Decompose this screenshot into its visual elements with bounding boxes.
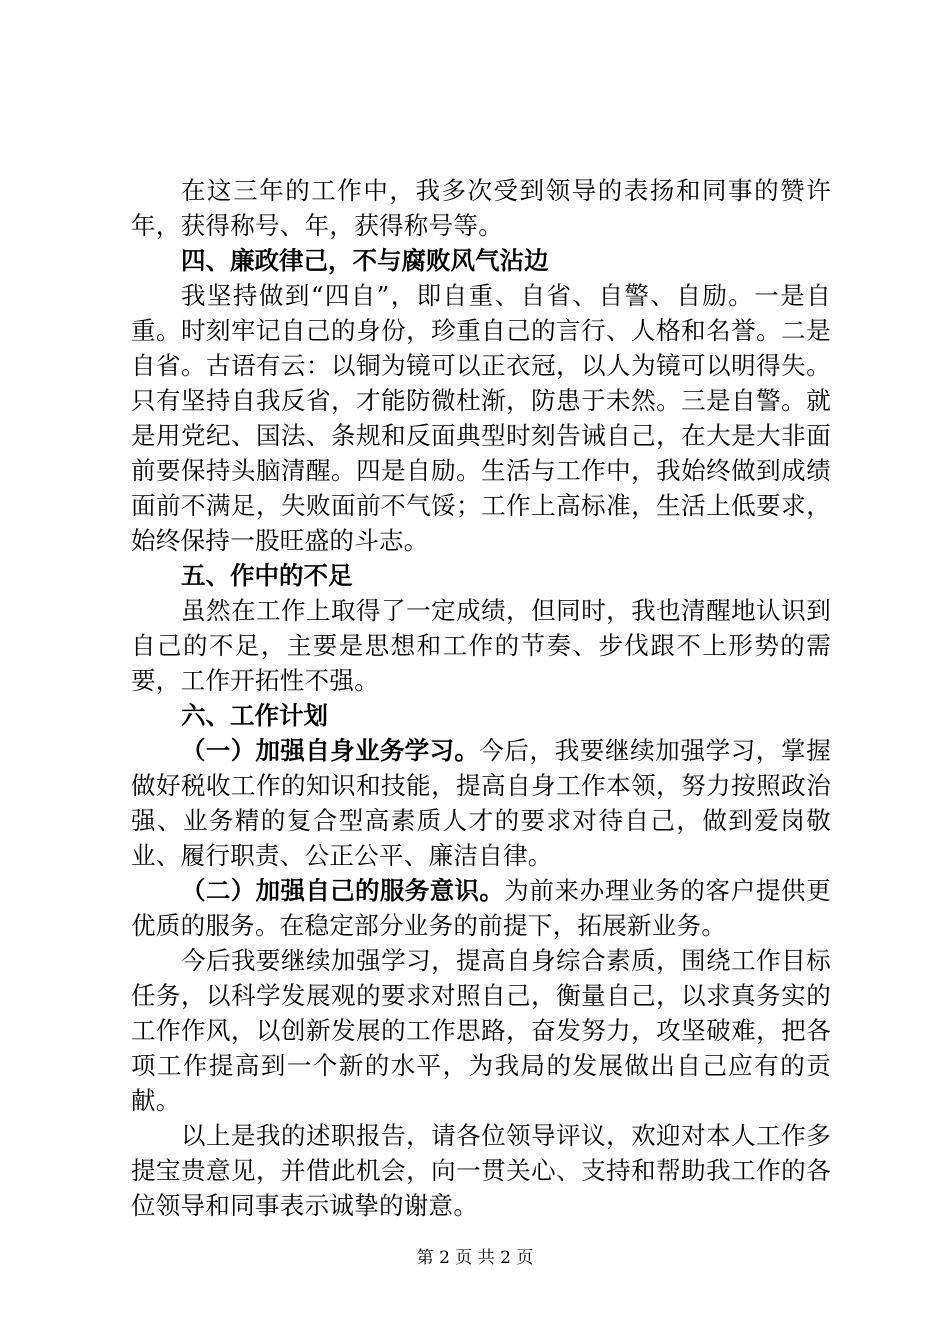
heading-integrity: 四、廉政律己，不与腐败风气沾边 xyxy=(181,246,549,275)
plan-study-lead: （一）加强自身业务学习。 xyxy=(181,736,480,765)
paragraph-four-self: 我坚持做到“四自”，即自重、自省、自警、自励。一是自重。时刻牢记自己的身份，珍重自己的言行、人格和名誉。二是自省。古语有云：以铜为镜可以正衣冠，以人为镜可以明得失。只有坚持自我反省，才能防微杜渐，防患于未然。三是自警。就是用党纪、国法、条规和反面典型时刻告诫自己，在大是大非面前要保持头脑清醒。四是自励。生活与工作中，我始终做到成绩面前不满足，失败面前不气馁；工作上高标准，生活上低要求，始终保持一股旺盛的斗志。 xyxy=(131,281,831,555)
plan-study-body: 今后，我要继续加强学习，掌握做好税收工作的知识和技能，提高自身工作本领，努力按照政治强、业务精的复合型高素质人才的要求对待自己，做到爱岗敬业、履行职责、公正公平、廉洁自律。 xyxy=(131,736,832,870)
plan-service-lead: （二）加强自己的服务意识。 xyxy=(181,876,505,905)
paragraph-shortcomings: 虽然在工作上取得了一定成绩，但同时，我也清醒地认识到自己的不足，主要是思想和工作的节奏、步伐跟不上形势的需要，工作开拓性不强。 xyxy=(131,596,831,695)
document-body xyxy=(131,173,831,1223)
paragraph-future: 今后我要继续加强学习，提高自身综合素质，围绕工作目标任务，以科学发展观的要求对照自己，衡量自己，以求真务实的工作作风，以创新发展的工作思路，奋发努力，攻坚破难，把各项工作提高到一个新的水平，为我局的发展做出自己应有的贡献。 xyxy=(131,946,831,1115)
heading-shortcomings: 五、作中的不足 xyxy=(181,561,353,590)
heading-work-plan: 六、工作计划 xyxy=(181,701,328,730)
plan-service-body: 为前来办理业务的客户提供更优质的服务。在稳定部分业务的前提下，拓展新业务。 xyxy=(131,876,831,940)
paragraph-praise: 在这三年的工作中，我多次受到领导的表扬和同事的赞许年，获得称号、年，获得称号等。 xyxy=(131,176,831,240)
paragraph-closing: 以上是我的述职报告，请各位领导评议，欢迎对本人工作多提宝贵意见，并借此机会，向一贯关心、支持和帮助我工作的各位领导和同事表示诚挚的谢意。 xyxy=(131,1121,831,1220)
paragraph-plan-service xyxy=(131,873,831,943)
paragraph-plan-study xyxy=(131,733,831,873)
page-number-footer: 第 2 页 共 2 页 xyxy=(416,1248,534,1268)
